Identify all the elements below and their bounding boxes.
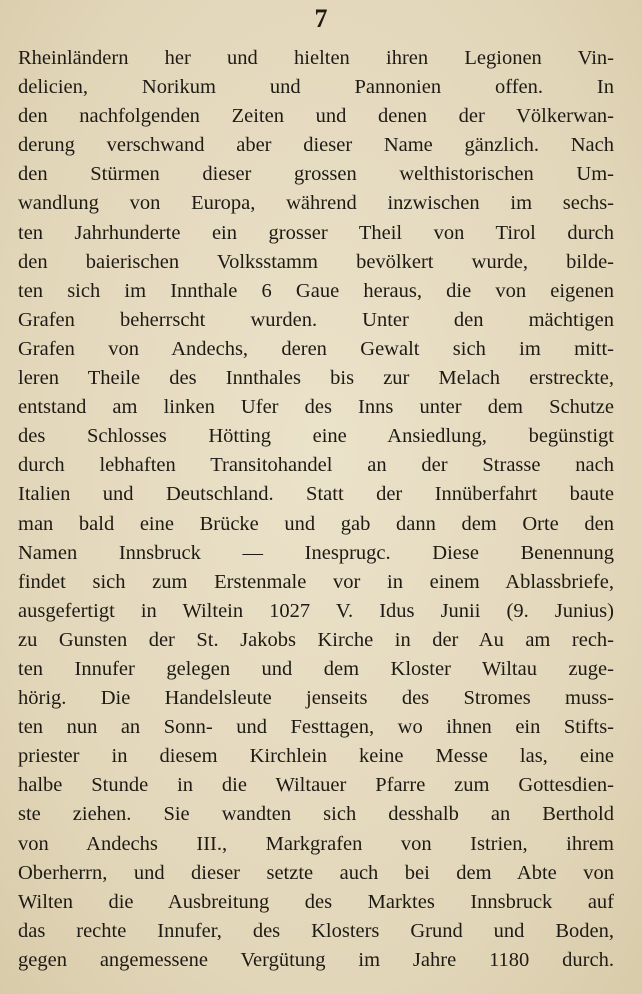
text-line: den baierischen Volksstamm bevölkert wurde, bilde-	[18, 250, 614, 273]
text-line: delicien, Norikum und Pannonien offen. In	[18, 76, 614, 99]
text-line: von Andechs III., Markgrafen von Istrien, ihrem	[18, 832, 614, 855]
text-line: leren Theile des Innthales bis zur Melach erstreckte,	[18, 367, 614, 390]
page-number: 7	[314, 4, 328, 33]
text-line: man bald eine Brücke und gab dann dem Orte den	[18, 512, 614, 535]
text-line: ausgefertigt in Wiltein 1027 V. Idus Junii (9. Junius)	[18, 599, 614, 622]
text-line: den Stürmen dieser grossen welthistorischen Um-	[18, 163, 614, 186]
text-line: das rechte Innufer, des Klosters Grund und Boden,	[18, 919, 614, 942]
text-line: Grafen von Andechs, deren Gewalt sich im mitt-	[18, 337, 614, 360]
text-line: Oberherrn, und dieser setzte auch bei dem Abte von	[18, 861, 614, 884]
text-line: Grafen beherrscht wurden. Unter den mächtigen	[18, 308, 614, 331]
text-line: ste ziehen. Sie wandten sich desshalb an Berthold	[18, 803, 614, 826]
text-line: Wilten die Ausbreitung des Marktes Innsbruck auf	[18, 890, 614, 913]
text-line: Rheinländern her und hielten ihren Legionen Vin-	[18, 47, 614, 69]
text-line: durch lebhaften Transitohandel an der Strasse nach	[18, 454, 614, 477]
text-line: ten sich im Innthale 6 Gaue heraus, die von eigenen	[18, 279, 614, 302]
text-line: hörig. Die Handelsleute jenseits des Stromes muss-	[18, 687, 614, 710]
text-line: ten Innufer gelegen und dem Kloster Wiltau zuge-	[18, 657, 614, 680]
text-line: Italien und Deutschland. Statt der Innüberfahrt baute	[18, 483, 614, 506]
text-line: derung verschwand aber dieser Name gänzlich. Nach	[18, 134, 614, 157]
text-line: entstand am linken Ufer des Inns unter dem Schutze	[18, 396, 614, 419]
text-line: wandlung von Europa, während inzwischen im sechs-	[18, 192, 614, 215]
text-line: des Schlosses Hötting eine Ansiedlung, begünstigt	[18, 425, 614, 448]
body-text	[18, 44, 614, 975]
text-line: ten Jahrhunderte ein grosser Theil von Tirol durch	[18, 221, 614, 244]
text-line: Namen Innsbruck — Inesprugc. Diese Benennung	[18, 541, 614, 564]
text-line: findet sich zum Erstenmale vor in einem Ablassbriefe,	[18, 570, 614, 593]
text-line: ten nun an Sonn- und Festtagen, wo ihnen ein Stifts-	[18, 716, 614, 739]
text-line: den nachfolgenden Zeiten und denen der Völkerwan-	[18, 105, 614, 128]
text-line: priester in diesem Kirchlein keine Messe las, eine	[18, 745, 614, 768]
text-line: halbe Stunde in die Wiltauer Pfarre zum Gottesdien-	[18, 774, 614, 797]
text-line: zu Gunsten der St. Jakobs Kirche in der Au am rech-	[18, 628, 614, 651]
text-line: gegen angemessene Vergütung im Jahre 1180 durch.	[18, 948, 614, 971]
